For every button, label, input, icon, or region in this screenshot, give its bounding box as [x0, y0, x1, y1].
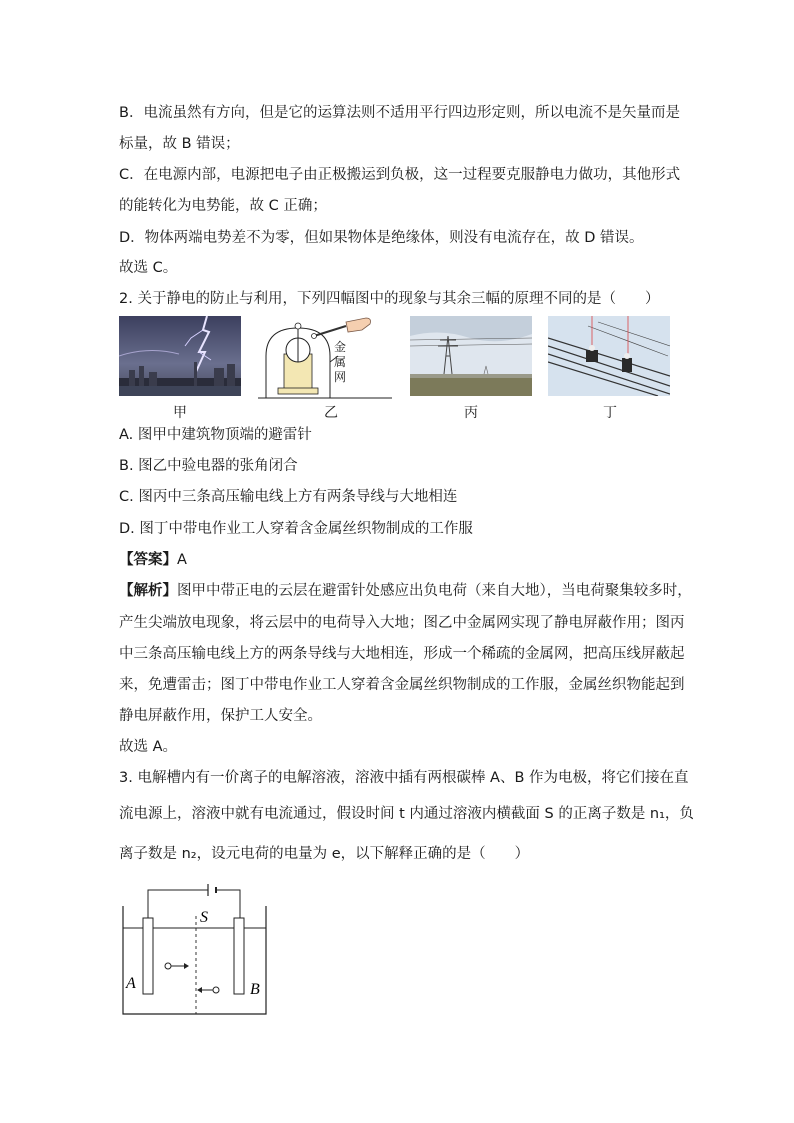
- analysis-tag: 【解析】: [119, 583, 177, 599]
- question3-line-1: 3. 电解槽内有一价离子的电解溶液，溶液中插有两根碳棒 A、B 作为电极，将它们接在直: [119, 770, 689, 786]
- label-b: B: [250, 981, 260, 998]
- solution-conclusion: 故选 C。: [119, 260, 178, 276]
- solution-line-d: D．物体两端电势差不为零，但如果物体是绝缘体，则没有电流存在，故 D 错误。: [119, 230, 644, 246]
- solution-line-b2: 标量，故 B 错误；: [119, 136, 240, 152]
- lightning-city-photo-icon: [119, 316, 241, 396]
- net-label-char-1: 金: [334, 340, 347, 354]
- analysis-line-2: 产生尖端放电现象，将云层中的电荷导入大地；图乙中金属网实现了静电屏蔽作用；图丙: [119, 615, 685, 631]
- figure-label-bing: 丙: [464, 405, 478, 421]
- question2-conclusion: 故选 A。: [119, 739, 178, 755]
- question2-stem: 2. 关于静电的防止与利用，下列四幅图中的现象与其余三幅的原理不同的是（ ）: [119, 291, 660, 307]
- label-s: S: [200, 909, 208, 926]
- figure-label-jia: 甲: [173, 405, 187, 421]
- figure-ding-photo: [548, 316, 670, 396]
- analysis-line-4: 来，免遭雷击；图丁中带电作业工人穿着含金属丝织物制成的工作服，金属丝织物能起到: [119, 677, 685, 693]
- option-c: C. 图丙中三条高压输电线上方有两条导线与大地相连: [119, 489, 458, 505]
- power-transmission-tower-photo-icon: [410, 316, 532, 396]
- electrolysis-diagram: [120, 884, 270, 1018]
- analysis-line-3: 中三条高压输电线上方的两条导线与大地相连，形成一个稀疏的金属网，把高压线屏蔽起: [119, 646, 685, 662]
- figure-bing-photo: [410, 316, 532, 396]
- analysis-line-5: 静电屏蔽作用，保护工人安全。: [119, 708, 322, 724]
- solution-line-b1: B．电流虽然有方向，但是它的运算法则不适用平行四边形定则，所以电流不是矢量而是: [119, 105, 680, 121]
- label-a: A: [126, 975, 136, 992]
- electrolytic-cell-icon: [120, 884, 270, 1018]
- analysis-text-1: 图甲中带正电的云层在避雷针处感应出负电荷（来自大地），当电荷聚集较多时，: [177, 583, 692, 599]
- option-a: A. 图甲中建筑物顶端的避雷针: [119, 427, 312, 443]
- option-b: B. 图乙中验电器的张角闭合: [119, 458, 298, 474]
- net-label-char-2: 属: [334, 355, 347, 369]
- answer-line: [119, 550, 187, 570]
- figure-label-ding: 丁: [603, 405, 617, 421]
- option-d: D. 图丁中带电作业工人穿着含金属丝织物制成的工作服: [119, 521, 473, 537]
- analysis-line-1: [119, 581, 692, 601]
- electroscope-metal-net-icon: [256, 316, 394, 400]
- net-label-char-3: 网: [334, 370, 347, 384]
- figure-jia-photo: [119, 316, 241, 396]
- question3-line-3: 离子数是 n₂，设元电荷的电量为 e，以下解释正确的是（ ）: [119, 846, 530, 862]
- solution-line-c1: C．在电源内部，电源把电子由正极搬运到负极，这一过程要克服静电力做功，其他形式: [119, 167, 681, 183]
- solution-line-c2: 的能转化为电势能，故 C 正确；: [119, 198, 327, 214]
- answer-value: A: [177, 552, 187, 568]
- live-line-workers-photo-icon: [548, 316, 670, 396]
- question3-line-2: 流电源上，溶液中就有电流通过，假设时间 t 内通过溶液内横截面 S 的正离子数是 n₁，负: [119, 806, 694, 822]
- figure-label-yi: 乙: [324, 405, 338, 421]
- answer-tag: 【答案】: [119, 552, 177, 568]
- figure-yi-diagram: [256, 316, 394, 400]
